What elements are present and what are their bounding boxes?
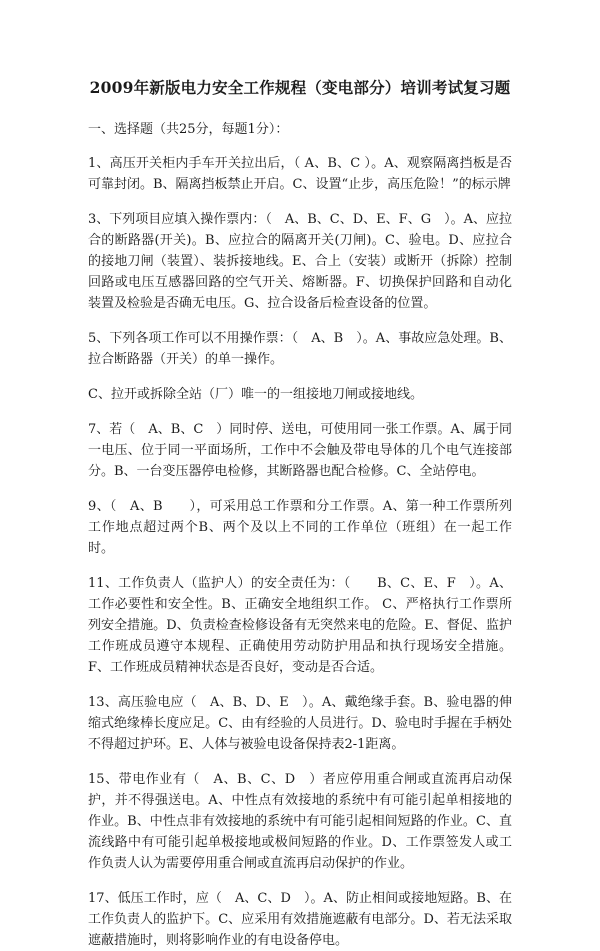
question-13: 13、高压验电应（ A、B、D、E ）。A、戴绝缘手套。B、验电器的伸缩式绝缘棒长度应足。C、由有经验的人员进行。D、验电时手握在手柄处不得超过护环。E、人体与被验电设备保持表2-1距离。 — [88, 695, 512, 752]
document-title: 2009年新版电力安全工作规程（变电部分）培训考试复习题 — [89, 78, 511, 97]
question-9: 9、（ A、B ），可采用总工作票和分工作票。A、第一种工作票所列工作地点超过两个B、两个及以上不同的工作单位（班组）在一起工作时。 — [88, 499, 512, 556]
section-heading: 一、选择题（共25分，每题1分）： — [88, 122, 289, 137]
question-3: 3、下列项目应填入操作票内：（ A、B、C、D、E、F、G ）。A、应拉合的断路器(开关)。B、应拉合的隔离开关(刀闸)。C、验电。D、应拉合的接地刀闸（装置）、装拆接地线。E、合上（安装）或断开（拆除）控制回路或电压互感器回路的空气开关、熔断器。F、切换保护回路和自动化装置及检验是否确无电压。G、拉合设备后检查设备的位置。 — [88, 212, 512, 311]
question-7: 7、若（ A、B、C ）同时停、送电，可使用同一张工作票。A、属于同一电压、位于同一平面场所，工作中不会触及带电导体的几个电气连接部分。B、一台变压器停电检修，其断路器也配合检修。C、全站停电。 — [88, 422, 512, 479]
question-5-option-c: C、拉开或拆除全站（厂）唯一的一组接地刀闸或接地线。 — [88, 387, 423, 402]
question-11: 11、工作负责人（监护人）的安全责任为：（ B、C、E、F ）。A、工作必要性和安全性。B、正确安全地组织工作。 C、严格执行工作票所列安全措施。D、负责检查检修设备有无突然来电的危险。E、督促、监护工作班成员遵守本规程、正确使用劳动防护用品和执行现场安全措施。F、工作班成员精神状态是否良好，变动是否合适。 — [88, 576, 512, 675]
question-5: 5、下列各项工作可以不用操作票：（ A、B ）。A、事故应急处理。B、拉合断路器（开关）的单一操作。 — [88, 331, 512, 367]
question-17: 17、低压工作时，应（ A、C、D ）。A、防止相间或接地短路。B、在工作负责人的监护下。C、应采用有效措施遮蔽有电部分。D、若无法采取遮蔽措施时，则将影响作业的有电设备停电。 — [88, 891, 512, 948]
question-1: 1、高压开关柜内手车开关拉出后，（ A、B、C ）。A、观察隔离挡板是否可靠封闭。B、隔离挡板禁止开启。C、设置“止步，高压危险！”的标示牌 — [88, 156, 512, 192]
question-15: 15、带电作业有（ A、B、C、D ）者应停用重合闸或直流再启动保护，并不得强送电。A、中性点有效接地的系统中有可能引起单相接地的作业。B、中性点非有效接地的系统中有可能引起相间短路的作业。C、直流线路中有可能引起单极接地或极间短路的作业。D、工作票签发人或工作负责人认为需要停用重合闸或直流再启动保护的作业。 — [88, 772, 512, 871]
